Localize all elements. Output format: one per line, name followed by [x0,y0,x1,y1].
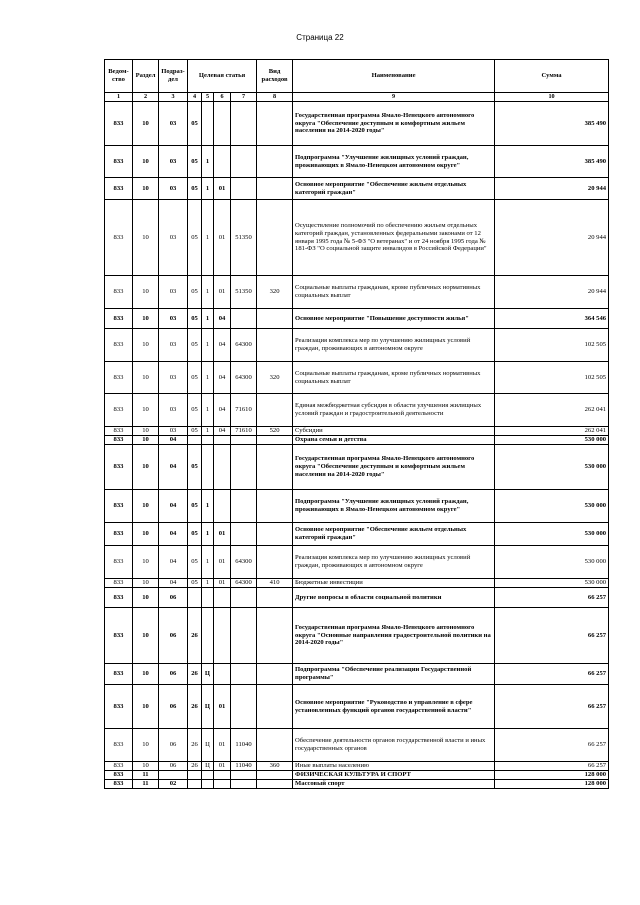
vid-rashodov-cell [257,200,293,276]
table-row [105,146,609,178]
program-cell [188,588,202,608]
sum-cell: 262 041 [495,427,609,436]
activity-cell: 01 [214,729,231,762]
vid-rashodov-cell [257,729,293,762]
col-celevaya-statya: Целевая статья [188,60,257,93]
vid-rashodov-cell [257,102,293,146]
vid-rashodov-cell [257,436,293,445]
sum-cell: 385 490 [495,102,609,146]
sum-cell: 128 000 [495,771,609,780]
name-cell: Основное мероприятие "Руководство и управление в сфере установленных функций органов государственной власти" [293,685,495,729]
name-cell: Государственная программа Ямало-Ненецкого автономного округа "Обеспечение доступным и комфортным жильем населения на 2014-2020 годы" [293,445,495,490]
subprogram-cell: 1 [202,394,214,427]
name-cell: Подпрограмма "Обеспечение реализации Государственной программы" [293,664,495,685]
name-cell: Подпрограмма "Улучшение жилищных условий граждан, проживающих в Ямало-Ненецком автономном округе" [293,146,495,178]
podrazdel-cell: 04 [159,445,188,490]
direction-cell [231,771,257,780]
program-cell: 05 [188,427,202,436]
sum-cell: 128 000 [495,780,609,789]
name-cell: Бюджетные инвестиции [293,579,495,588]
direction-cell [231,309,257,329]
table-row [105,588,609,608]
razdel-cell: 10 [133,102,159,146]
subprogram-cell: Ц [202,664,214,685]
subprogram-cell [202,588,214,608]
name-cell: Социальные выплаты гражданам, кроме публичных нормативных социальных выплат [293,362,495,394]
program-cell [188,771,202,780]
activity-cell [214,771,231,780]
table-row [105,490,609,523]
direction-cell [231,445,257,490]
subprogram-cell: 1 [202,579,214,588]
subprogram-cell: 1 [202,276,214,309]
razdel-cell: 10 [133,729,159,762]
vedomstvo-cell: 833 [105,427,133,436]
activity-cell: 01 [214,276,231,309]
razdel-cell: 10 [133,608,159,664]
activity-cell: 01 [214,685,231,729]
vedomstvo-cell: 833 [105,445,133,490]
razdel-cell: 10 [133,579,159,588]
razdel-cell: 10 [133,588,159,608]
name-cell: ФИЗИЧЕСКАЯ КУЛЬТУРА И СПОРТ [293,771,495,780]
podrazdel-cell: 06 [159,685,188,729]
table-row [105,664,609,685]
subprogram-cell [202,780,214,789]
direction-cell [231,780,257,789]
activity-cell: 04 [214,329,231,362]
direction-cell [231,608,257,664]
column-number: 6 [214,93,231,102]
direction-cell: 11040 [231,729,257,762]
col-razdel: Раздел [133,60,159,93]
podrazdel-cell: 03 [159,309,188,329]
razdel-cell: 10 [133,276,159,309]
activity-cell [214,102,231,146]
sum-cell: 20 944 [495,200,609,276]
column-number-row [105,93,609,102]
subprogram-cell: 1 [202,490,214,523]
header-row [105,60,609,93]
direction-cell: 71610 [231,427,257,436]
activity-cell: 01 [214,523,231,546]
sum-cell: 102 505 [495,329,609,362]
razdel-cell: 10 [133,523,159,546]
razdel-cell: 11 [133,780,159,789]
razdel-cell: 10 [133,200,159,276]
subprogram-cell: 1 [202,523,214,546]
vid-rashodov-cell: 410 [257,579,293,588]
subprogram-cell: 1 [202,200,214,276]
program-cell [188,436,202,445]
table-row [105,771,609,780]
vedomstvo-cell: 833 [105,309,133,329]
vid-rashodov-cell [257,309,293,329]
program-cell: 05 [188,362,202,394]
table-row [105,780,609,789]
podrazdel-cell: 03 [159,394,188,427]
podrazdel-cell: 04 [159,523,188,546]
podrazdel-cell: 06 [159,729,188,762]
vid-rashodov-cell [257,685,293,729]
program-cell: 26 [188,664,202,685]
vedomstvo-cell: 833 [105,523,133,546]
column-number: 4 [188,93,202,102]
subprogram-cell: 1 [202,427,214,436]
podrazdel-cell: 03 [159,427,188,436]
col-vid-rashodov: Вид расходов [257,60,293,93]
razdel-cell: 10 [133,427,159,436]
table-row [105,362,609,394]
program-cell: 05 [188,309,202,329]
program-cell: 05 [188,445,202,490]
activity-cell: 04 [214,394,231,427]
vid-rashodov-cell [257,546,293,579]
podrazdel-cell: 04 [159,436,188,445]
direction-cell [231,664,257,685]
vid-rashodov-cell [257,588,293,608]
subprogram-cell: 1 [202,178,214,200]
name-cell: Субсидии [293,427,495,436]
vid-rashodov-cell [257,329,293,362]
table-row [105,445,609,490]
table-row [105,178,609,200]
razdel-cell: 10 [133,178,159,200]
program-cell: 05 [188,523,202,546]
table-row [105,762,609,771]
direction-cell: 64300 [231,546,257,579]
vid-rashodov-cell [257,146,293,178]
name-cell: Социальные выплаты гражданам, кроме публичных нормативных социальных выплат [293,276,495,309]
name-cell: Государственная программа Ямало-Ненецкого автономного округа "Основные направления градостроительной политики на 2014-2020 годы" [293,608,495,664]
activity-cell: 01 [214,579,231,588]
podrazdel-cell: 04 [159,546,188,579]
column-number: 7 [231,93,257,102]
razdel-cell: 10 [133,490,159,523]
page-label: Страница 22 [296,33,344,42]
activity-cell [214,445,231,490]
name-cell: Реализация комплекса мер по улучшению жилищных условий граждан, проживающих в автономном округе [293,546,495,579]
vedomstvo-cell: 833 [105,490,133,523]
podrazdel-cell: 06 [159,664,188,685]
vid-rashodov-cell [257,780,293,789]
program-cell: 26 [188,685,202,729]
col-podrazdel: Подраз-дел [159,60,188,93]
subprogram-cell: 1 [202,146,214,178]
direction-cell [231,523,257,546]
vedomstvo-cell: 833 [105,664,133,685]
activity-cell [214,780,231,789]
vid-rashodov-cell [257,771,293,780]
subprogram-cell: Ц [202,729,214,762]
vedomstvo-cell: 833 [105,102,133,146]
sum-cell: 385 490 [495,146,609,178]
name-cell: Осуществление полномочий по обеспечению жильем отдельных категорий граждан, установленных федеральными законами от 12 января 1995 года № 5-ФЗ "О ветеранах" и от 24 ноября 1995 года № 181-ФЗ "О социальной защите инвалидов в Российской Федерации" [293,200,495,276]
table-row [105,608,609,664]
table-row [105,685,609,729]
sum-cell: 530 000 [495,436,609,445]
podrazdel-cell: 02 [159,780,188,789]
direction-cell: 51350 [231,200,257,276]
subprogram-cell: 1 [202,309,214,329]
vid-rashodov-cell [257,445,293,490]
sum-cell: 530 000 [495,546,609,579]
activity-cell: 01 [214,178,231,200]
name-cell: Подпрограмма "Улучшение жилищных условий граждан, проживающих в Ямало-Ненецком автономном округе" [293,490,495,523]
table-row [105,427,609,436]
vedomstvo-cell: 833 [105,780,133,789]
vedomstvo-cell: 833 [105,276,133,309]
sum-cell: 66 257 [495,588,609,608]
direction-cell [231,146,257,178]
direction-cell: 64300 [231,329,257,362]
direction-cell: 51350 [231,276,257,309]
activity-cell [214,588,231,608]
vedomstvo-cell: 833 [105,729,133,762]
vid-rashodov-cell [257,394,293,427]
name-cell: Охрана семьи и детства [293,436,495,445]
name-cell: Единая межбюджетная субсидия в области улучшения жилищных условий граждан и градостроительной деятельности [293,394,495,427]
table-row [105,436,609,445]
razdel-cell: 10 [133,546,159,579]
vid-rashodov-cell: 320 [257,276,293,309]
vedomstvo-cell: 833 [105,178,133,200]
activity-cell: 01 [214,200,231,276]
table-row [105,309,609,329]
subprogram-cell: 1 [202,546,214,579]
name-cell: Основное мероприятие "Обеспечение жильем отдельных категорий граждан" [293,178,495,200]
vedomstvo-cell: 833 [105,771,133,780]
sum-cell: 66 257 [495,762,609,771]
vid-rashodov-cell [257,664,293,685]
activity-cell: 04 [214,362,231,394]
vedomstvo-cell: 833 [105,394,133,427]
direction-cell [231,588,257,608]
vedomstvo-cell: 833 [105,608,133,664]
sum-cell: 364 546 [495,309,609,329]
direction-cell [231,102,257,146]
sum-cell: 530 000 [495,579,609,588]
column-number: 1 [105,93,133,102]
name-cell: Реализация комплекса мер по улучшению жилищных условий граждан, проживающих в автономном округе [293,329,495,362]
podrazdel-cell: 04 [159,490,188,523]
subprogram-cell [202,436,214,445]
activity-cell: 04 [214,309,231,329]
program-cell: 05 [188,546,202,579]
program-cell: 05 [188,329,202,362]
subprogram-cell [202,445,214,490]
razdel-cell: 10 [133,329,159,362]
name-cell: Иные выплаты населению [293,762,495,771]
subprogram-cell [202,608,214,664]
razdel-cell: 10 [133,685,159,729]
name-cell: Массовый спорт [293,780,495,789]
program-cell: 05 [188,178,202,200]
activity-cell: 04 [214,427,231,436]
table-row [105,729,609,762]
vedomstvo-cell: 833 [105,362,133,394]
razdel-cell: 11 [133,771,159,780]
table-row [105,329,609,362]
sum-cell: 66 257 [495,608,609,664]
col-vedomstvo: Ведом-ство [105,60,133,93]
sum-cell: 20 944 [495,178,609,200]
subprogram-cell: Ц [202,762,214,771]
sum-cell: 20 944 [495,276,609,309]
name-cell: Основное мероприятие "Повышение доступности жилья" [293,309,495,329]
program-cell: 05 [188,200,202,276]
table-row [105,546,609,579]
name-cell: Обеспечение деятельности органов государственной власти и иных государственных органов [293,729,495,762]
podrazdel-cell [159,771,188,780]
program-cell [188,780,202,789]
razdel-cell: 10 [133,762,159,771]
vid-rashodov-cell [257,178,293,200]
subprogram-cell [202,102,214,146]
sum-cell: 262 041 [495,394,609,427]
sum-cell: 66 257 [495,729,609,762]
activity-cell [214,664,231,685]
activity-cell [214,436,231,445]
vedomstvo-cell: 833 [105,436,133,445]
direction-cell: 64300 [231,579,257,588]
column-number: 10 [495,93,609,102]
name-cell: Другие вопросы в области социальной политики [293,588,495,608]
activity-cell: 01 [214,546,231,579]
direction-cell [231,436,257,445]
razdel-cell: 10 [133,146,159,178]
program-cell: 05 [188,394,202,427]
subprogram-cell [202,771,214,780]
podrazdel-cell: 06 [159,762,188,771]
column-number: 3 [159,93,188,102]
col-summa: Сумма [495,60,609,93]
budget-table [104,59,609,789]
program-cell: 05 [188,490,202,523]
podrazdel-cell: 03 [159,362,188,394]
activity-cell [214,146,231,178]
podrazdel-cell: 03 [159,146,188,178]
razdel-cell: 10 [133,436,159,445]
podrazdel-cell: 06 [159,608,188,664]
vedomstvo-cell: 833 [105,200,133,276]
razdel-cell: 10 [133,362,159,394]
column-number: 9 [293,93,495,102]
razdel-cell: 10 [133,664,159,685]
table-row [105,200,609,276]
sum-cell: 66 257 [495,685,609,729]
subprogram-cell: Ц [202,685,214,729]
subprogram-cell: 1 [202,362,214,394]
podrazdel-cell: 03 [159,276,188,309]
podrazdel-cell: 04 [159,579,188,588]
column-number: 8 [257,93,293,102]
name-cell: Основное мероприятие "Обеспечение жильем отдельных категорий граждан" [293,523,495,546]
column-number: 5 [202,93,214,102]
podrazdel-cell: 06 [159,588,188,608]
podrazdel-cell: 03 [159,200,188,276]
program-cell: 05 [188,579,202,588]
activity-cell [214,490,231,523]
sum-cell: 530 000 [495,490,609,523]
program-cell: 05 [188,276,202,309]
vedomstvo-cell: 833 [105,146,133,178]
subprogram-cell: 1 [202,329,214,362]
table-row [105,102,609,146]
direction-cell: 11040 [231,762,257,771]
col-naimenovanie: Наименование [293,60,495,93]
vid-rashodov-cell: 320 [257,362,293,394]
podrazdel-cell: 03 [159,102,188,146]
direction-cell [231,685,257,729]
program-cell: 05 [188,146,202,178]
vedomstvo-cell: 833 [105,329,133,362]
vid-rashodov-cell: 360 [257,762,293,771]
vedomstvo-cell: 833 [105,762,133,771]
program-cell: 05 [188,102,202,146]
sum-cell: 102 505 [495,362,609,394]
name-cell: Государственная программа Ямало-Ненецкого автономного округа "Обеспечение доступным и комфортным жильем населения на 2014-2020 годы" [293,102,495,146]
sum-cell: 530 000 [495,523,609,546]
podrazdel-cell: 03 [159,329,188,362]
vedomstvo-cell: 833 [105,685,133,729]
vedomstvo-cell: 833 [105,546,133,579]
vedomstvo-cell: 833 [105,579,133,588]
razdel-cell: 10 [133,394,159,427]
sum-cell: 530 000 [495,445,609,490]
direction-cell [231,178,257,200]
razdel-cell: 10 [133,445,159,490]
razdel-cell: 10 [133,309,159,329]
column-number: 2 [133,93,159,102]
sum-cell: 66 257 [495,664,609,685]
direction-cell: 64300 [231,362,257,394]
program-cell: 26 [188,729,202,762]
vid-rashodov-cell [257,523,293,546]
table-row [105,523,609,546]
table-row [105,276,609,309]
podrazdel-cell: 03 [159,178,188,200]
direction-cell: 71610 [231,394,257,427]
activity-cell [214,608,231,664]
direction-cell [231,490,257,523]
vid-rashodov-cell: 520 [257,427,293,436]
activity-cell: 01 [214,762,231,771]
vid-rashodov-cell [257,490,293,523]
vedomstvo-cell: 833 [105,588,133,608]
program-cell: 26 [188,608,202,664]
table-row [105,394,609,427]
vid-rashodov-cell [257,608,293,664]
table-row [105,579,609,588]
program-cell: 26 [188,762,202,771]
